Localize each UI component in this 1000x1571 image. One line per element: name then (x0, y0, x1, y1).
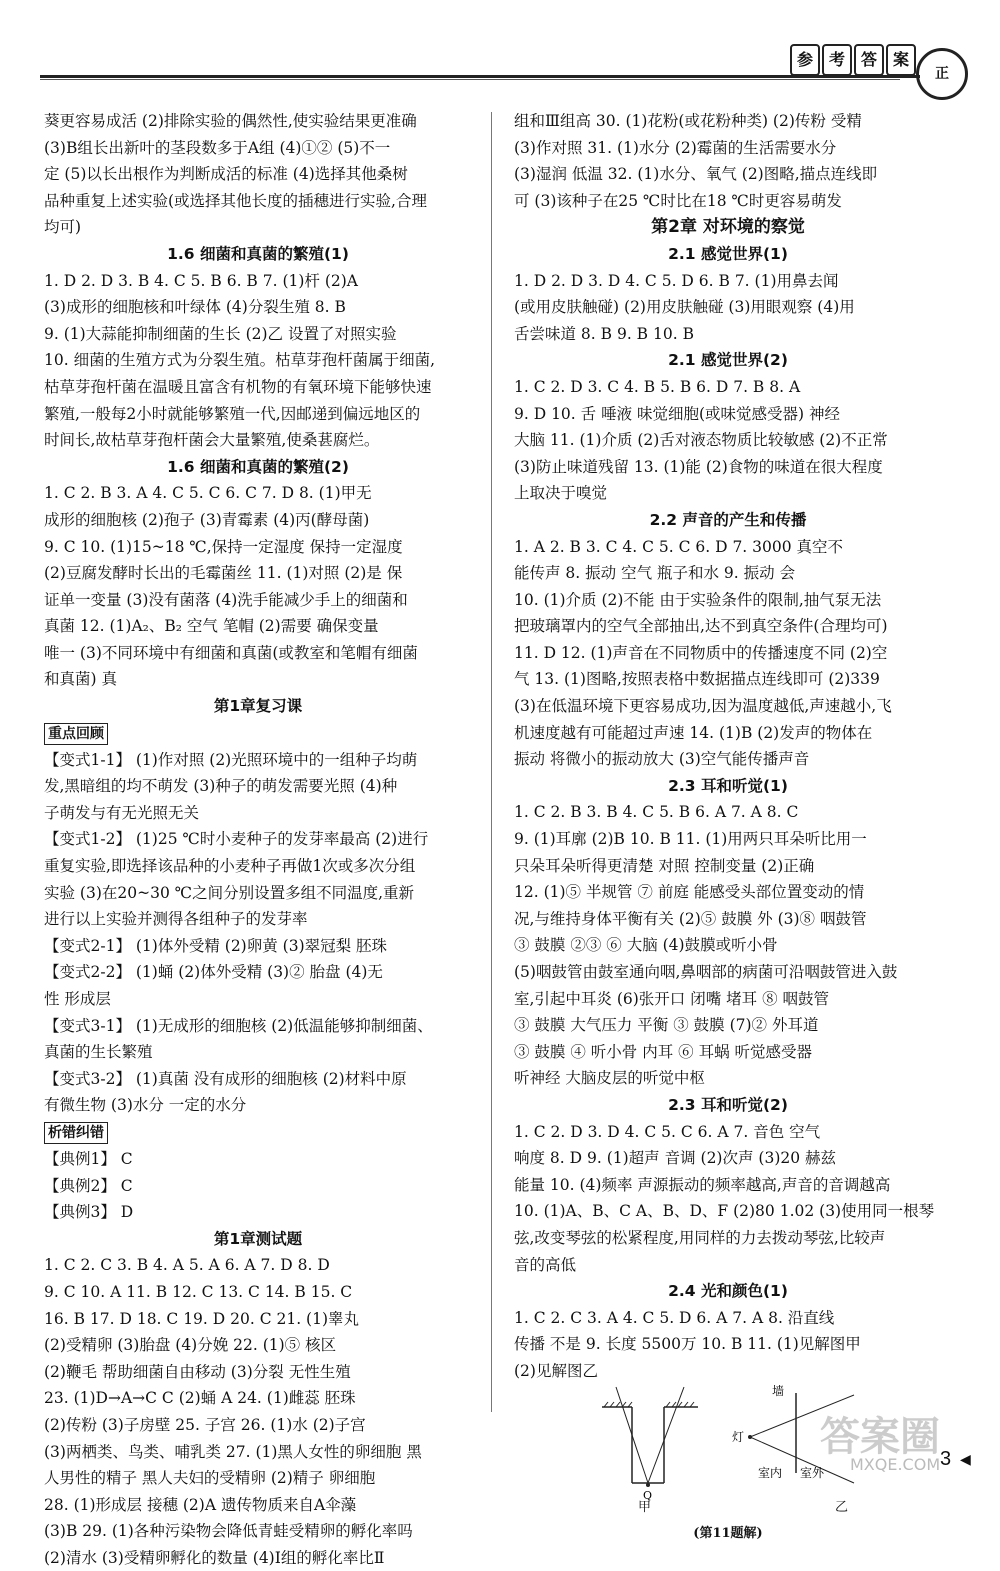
badge-char: 考 (822, 44, 852, 76)
figure-b-outdoor: 室外 (800, 1465, 825, 1480)
answer-line: 1. C 2. D 3. D 4. C 5. C 6. A 7. 音色 空气 (514, 1122, 821, 1141)
answer-line: 9. D 10. 舌 唾液 味觉细胞(或味觉感受器) 神经 (514, 404, 841, 423)
answer-line: 1. C 2. C 3. A 4. C 5. D 6. A 7. A 8. 沿直线 (514, 1308, 835, 1327)
answer-line: (2)受精卵 (3)胎盘 (4)分娩 22. (1)⑤ 核区 (44, 1336, 337, 1355)
boxed-heading (44, 720, 472, 747)
answer-line: 品种重复上述实验(或选择其他长度的插穗进行实验,合理 (44, 191, 427, 210)
header-rule (40, 75, 920, 78)
answer-line: 能量 10. (4)频率 声源振动的频率越高,声音的音调越高 (514, 1175, 891, 1194)
answer-line: (2)见解图乙 (514, 1361, 598, 1380)
answer-line: 9. C 10. (1)15~18 ℃,保持一定湿度 保持一定湿度 (44, 537, 403, 556)
answer-line: 9. (1)耳廓 (2)B 10. B 11. (1)用两只耳朵听比用一 (514, 830, 867, 849)
answer-line: (或用皮肤触碰) (2)用皮肤触碰 (3)用眼观察 (4)用 (514, 298, 855, 317)
page-arrow-icon: ◀ (960, 1452, 971, 1468)
answer-line: 上取决于嗅觉 (514, 484, 608, 503)
answer-line: 性 形成层 (44, 990, 111, 1008)
answer-line: 只朵耳朵听得更清楚 对照 控制变量 (2)正确 (514, 856, 815, 875)
right-column (514, 108, 942, 1548)
answer-badge (790, 44, 916, 76)
answer-line: 1. C 2. B 3. A 4. C 5. C 6. C 7. D 8. (1)甲无 (44, 484, 372, 503)
answer-line: 大脑 11. (1)介质 (2)舌对液态物质比较敏感 (2)不正常 (514, 431, 888, 450)
boxed-heading (44, 1119, 472, 1146)
page-number: 3 (940, 1448, 952, 1470)
answer-line: 定 (5)以长出根作为判断成活的标准 (4)选择其他桑树 (44, 165, 408, 184)
answer-line: 9. C 10. A 11. B 12. C 13. C 14. B 15. C (44, 1282, 353, 1301)
answer-line: 室,引起中耳炎 (6)张开口 闭嘴 堵耳 ⑧ 咽鼓管 (514, 989, 830, 1008)
answer-line: 成形的细胞核 (2)孢子 (3)青霉素 (4)丙(酵母菌) (44, 510, 370, 529)
answer-line: 响度 8. D 9. (1)超声 音调 (2)次声 (3)20 赫兹 (514, 1149, 837, 1168)
answer-line: (2)传粉 (3)子房壁 25. 子宫 26. (1)水 (2)子宫 (44, 1415, 366, 1434)
answer-line: 发,黑暗组的均不萌发 (3)种子的萌发需要光照 (4)种 (44, 777, 398, 796)
answer-line: 进行以上实验并测得各组种子的发芽率 (44, 910, 308, 929)
answer-line: 10. (1)A、B、C A、B、D、F (2)80 1.02 (3)使用同一根琴 (514, 1202, 935, 1221)
answer-line: 16. B 17. D 18. C 19. D 20. C 21. (1)睾丸 (44, 1309, 360, 1328)
answer-line: 机速度越有可能超过声速 14. (1)B (2)发声的物体在 (514, 723, 873, 742)
answer-line: 枯草芽孢杆菌在温暖且富含有机物的有氧环境下能够快速 (44, 377, 432, 396)
answer-line: 1. C 2. C 3. B 4. A 5. A 6. A 7. D 8. D (44, 1256, 330, 1275)
watermark-url: MXQE.COM (850, 1455, 941, 1474)
badge-char: 案 (886, 44, 916, 76)
answer-line: 人男性的精子 黑人夫妇的受精卵 (2)精子 卵细胞 (44, 1469, 376, 1488)
answer-line: 【变式1-2】 (1)25 ℃时小麦种子的发芽率最高 (2)进行 (44, 830, 429, 849)
section-heading: 第1章复习课 (213, 697, 303, 716)
answer-line: 1. C 2. B 3. B 4. C 5. B 6. A 7. A 8. C (514, 803, 799, 822)
answer-line: 子萌发与有无光照无关 (44, 803, 200, 822)
answer-line: 【变式3-1】 (1)无成形的细胞核 (2)低温能够抑制细菌、 (44, 1016, 433, 1035)
answer-line: 况,与维持身体平衡有关 (2)⑤ 鼓膜 外 (3)⑧ 咽鼓管 (514, 909, 867, 928)
answer-line: 葵更容易成活 (2)排除实验的偶然性,使实验结果更准确 (44, 112, 417, 130)
left-column (44, 108, 472, 1571)
answer-line: (3)B组长出新叶的茎段数多于A组 (4)①② (5)不一 (44, 138, 391, 157)
answer-line: 真菌的生长繁殖 (44, 1043, 153, 1062)
answer-line: 【变式3-2】 (1)真菌 没有成形的细胞核 (2)材料中原 (44, 1069, 407, 1088)
section-heading: 2.2 声音的产生和传播 (649, 510, 807, 529)
answer-line: 12. (1)⑤ 半规管 ⑦ 前庭 能感受头部位置变动的情 (514, 883, 865, 902)
answer-line: (3)在低温环境下更容易成功,因为温度越低,声速越小,飞 (514, 697, 892, 716)
answer-line: 10. 细菌的生殖方式为分裂生殖。枯草芽孢杆菌属于细菌, (44, 351, 436, 370)
answer-line: (2)豆腐发酵时长出的毛霉菌丝 11. (1)对照 (2)是 保 (44, 564, 403, 583)
answer-line: (3)湿润 低温 32. (1)水分、氧气 (2)图略,描点连线即 (514, 165, 878, 184)
figure-b-lamp: 灯 (732, 1429, 745, 1444)
boxed-label: 重点回顾 (44, 723, 108, 745)
answer-line: (3)B 29. (1)各种污染物会降低青蛙受精卵的孵化率吗 (44, 1522, 413, 1541)
answer-line: 【典例2】 C (44, 1176, 133, 1195)
column-divider (491, 112, 492, 1412)
answer-line: 11. D 12. (1)声音在不同物质中的传播速度不同 (2)空 (514, 643, 888, 662)
answer-line: 能传声 8. 振动 空气 瓶子和水 9. 振动 会 (514, 564, 796, 583)
publisher-logo: 正 (916, 48, 968, 100)
watermark: 答案圈 (820, 1414, 940, 1460)
figure-a (602, 1387, 698, 1502)
answer-line: (3)两栖类、鸟类、哺乳类 27. (1)黑人女性的卵细胞 黑 (44, 1442, 422, 1461)
answer-line: (3)作对照 31. (1)水分 (2)霉菌的生活需要水分 (514, 138, 837, 157)
figure-caption: (第11题解) (693, 1526, 763, 1542)
answer-line: 弦,改变琴弦的松紧程度,用同样的力去拨动琴弦,比较声 (514, 1228, 886, 1247)
answer-line: (3)成形的细胞核和叶绿体 (4)分裂生殖 8. B (44, 298, 346, 317)
section-heading: 2.1 感觉世界(1) (668, 244, 788, 263)
figure-a-point: Q (643, 1488, 653, 1502)
answer-line: 重复实验,即选择该品种的小麦种子再做1次或多次分组 (44, 857, 416, 876)
answer-line: 【典例3】 D (44, 1203, 134, 1222)
answer-line: 1. A 2. B 3. C 4. C 5. C 6. D 7. 3000 真空不 (514, 537, 844, 556)
chapter-heading: 第2章 对环境的察觉 (651, 217, 805, 238)
section-heading: 1.6 细菌和真菌的繁殖(2) (167, 457, 349, 476)
answer-line: 1. D 2. D 3. B 4. C 5. B 6. B 7. (1)杆 (2)A (44, 271, 358, 290)
answer-line: 【变式2-1】 (1)体外受精 (2)卵黄 (3)翠冠梨 胚珠 (44, 936, 388, 955)
answer-line: 和真菌) 真 (44, 670, 117, 689)
answer-line: (3)防止味道残留 13. (1)能 (2)食物的味道在很大程度 (514, 457, 883, 476)
answer-line: 繁殖,一般每2小时就能够繁殖一代,因邮递到偏远地区的 (44, 404, 421, 423)
answer-line: 1. C 2. D 3. C 4. B 5. B 6. D 7. B 8. A (514, 377, 801, 396)
answer-line: 传播 不是 9. 长度 5500万 10. B 11. (1)见解图甲 (514, 1335, 861, 1354)
answer-line: 有微生物 (3)水分 一定的水分 (44, 1096, 247, 1115)
answer-line: 证单一变量 (3)没有菌落 (4)洗手能减少手上的细菌和 (44, 590, 408, 609)
answer-line: 实验 (3)在20~30 ℃之间分别设置多组不同温度,重新 (44, 883, 415, 902)
answer-line: 时间长,故枯草芽孢杆菌会大量繁殖,使桑葚腐烂。 (44, 431, 380, 450)
section-heading: 2.3 耳和听觉(1) (668, 776, 788, 795)
answer-line: 唯一 (3)不同环境中有细菌和真菌(或教室和笔帽有细菌 (44, 643, 418, 662)
answer-line: ③ 鼓膜 大气压力 平衡 ③ 鼓膜 (7)② 外耳道 (514, 1016, 819, 1035)
answer-line: 音的高低 (514, 1255, 577, 1274)
answer-line: 组和Ⅲ组高 30. (1)花粉(或花粉种类) (2)传粉 受精 (514, 112, 862, 130)
section-heading: 2.1 感觉世界(2) (668, 351, 788, 370)
answer-line: 把玻璃罩内的空气全部抽出,达不到真空条件(合理均可) (514, 617, 888, 636)
answer-line: 振动 将微小的振动放大 (3)空气能传播声音 (514, 750, 810, 769)
section-heading: 第1章测试题 (213, 1229, 303, 1248)
figure-b-wall: 墙 (772, 1384, 785, 1398)
answer-line: 【变式2-2】 (1)蛹 (2)体外受精 (3)② 胎盘 (4)无 (44, 963, 383, 982)
section-heading: 2.4 光和颜色(1) (668, 1282, 788, 1301)
answer-line: 【变式1-1】 (1)作对照 (2)光照环境中的一组种子均萌 (44, 750, 418, 769)
section-heading: 1.6 细菌和真菌的繁殖(1) (167, 244, 349, 263)
figure-a-label: 甲 (638, 1499, 652, 1515)
figure-b-label: 乙 (834, 1499, 848, 1515)
answer-line: 28. (1)形成层 接穗 (2)A 遗传物质来自A伞藻 (44, 1495, 357, 1514)
answer-line: (5)咽鼓管由鼓室通向咽,鼻咽部的病菌可沿咽鼓管进入鼓 (514, 963, 898, 981)
badge-char: 参 (790, 44, 820, 76)
answer-line: 1. D 2. D 3. D 4. C 5. D 6. B 7. (1)用鼻去闻 (514, 271, 839, 290)
answer-line: 听神经 大脑皮层的听觉中枢 (514, 1069, 705, 1088)
section-heading: 2.3 耳和听觉(2) (668, 1095, 788, 1114)
figure-b-indoor: 室内 (758, 1465, 783, 1480)
answer-line: 【典例1】 C (44, 1149, 133, 1168)
boxed-label: 析错纠错 (44, 1122, 108, 1144)
answer-line: 舌尝味道 8. B 9. B 10. B (514, 324, 694, 343)
answer-line: 可 (3)该种子在25 ℃时比在18 ℃时更容易萌发 (514, 191, 842, 210)
answer-line: 均可) (44, 218, 82, 237)
answer-line: 9. (1)大蒜能抑制细菌的生长 (2)乙 设置了对照实验 (44, 324, 397, 343)
answer-line: ③ 鼓膜 ④ 听小骨 内耳 ⑥ 耳蜗 听觉感受器 (514, 1042, 812, 1061)
answer-line: ③ 鼓膜 ②③ ⑥ 大脑 (4)鼓膜或听小骨 (514, 936, 778, 955)
answer-line: (2)清水 (3)受精卵孵化的数量 (4)Ⅰ组的孵化率比Ⅱ (44, 1548, 385, 1567)
answer-line: (2)鞭毛 帮助细菌自由移动 (3)分裂 无性生殖 (44, 1362, 351, 1381)
answer-line: 真菌 12. (1)A₂、B₂ 空气 笔帽 (2)需要 确保变量 (44, 617, 379, 636)
header-rule-thin (40, 79, 900, 80)
badge-char: 答 (854, 44, 884, 76)
answer-line: 气 13. (1)图略,按照表格中数据描点连线即可 (2)339 (514, 670, 880, 689)
answer-line: 23. (1)D→A→C C (2)蛹 A 24. (1)雌蕊 胚珠 (44, 1389, 356, 1408)
answer-line: 10. (1)介质 (2)不能 由于实验条件的限制,抽气泵无法 (514, 590, 882, 609)
